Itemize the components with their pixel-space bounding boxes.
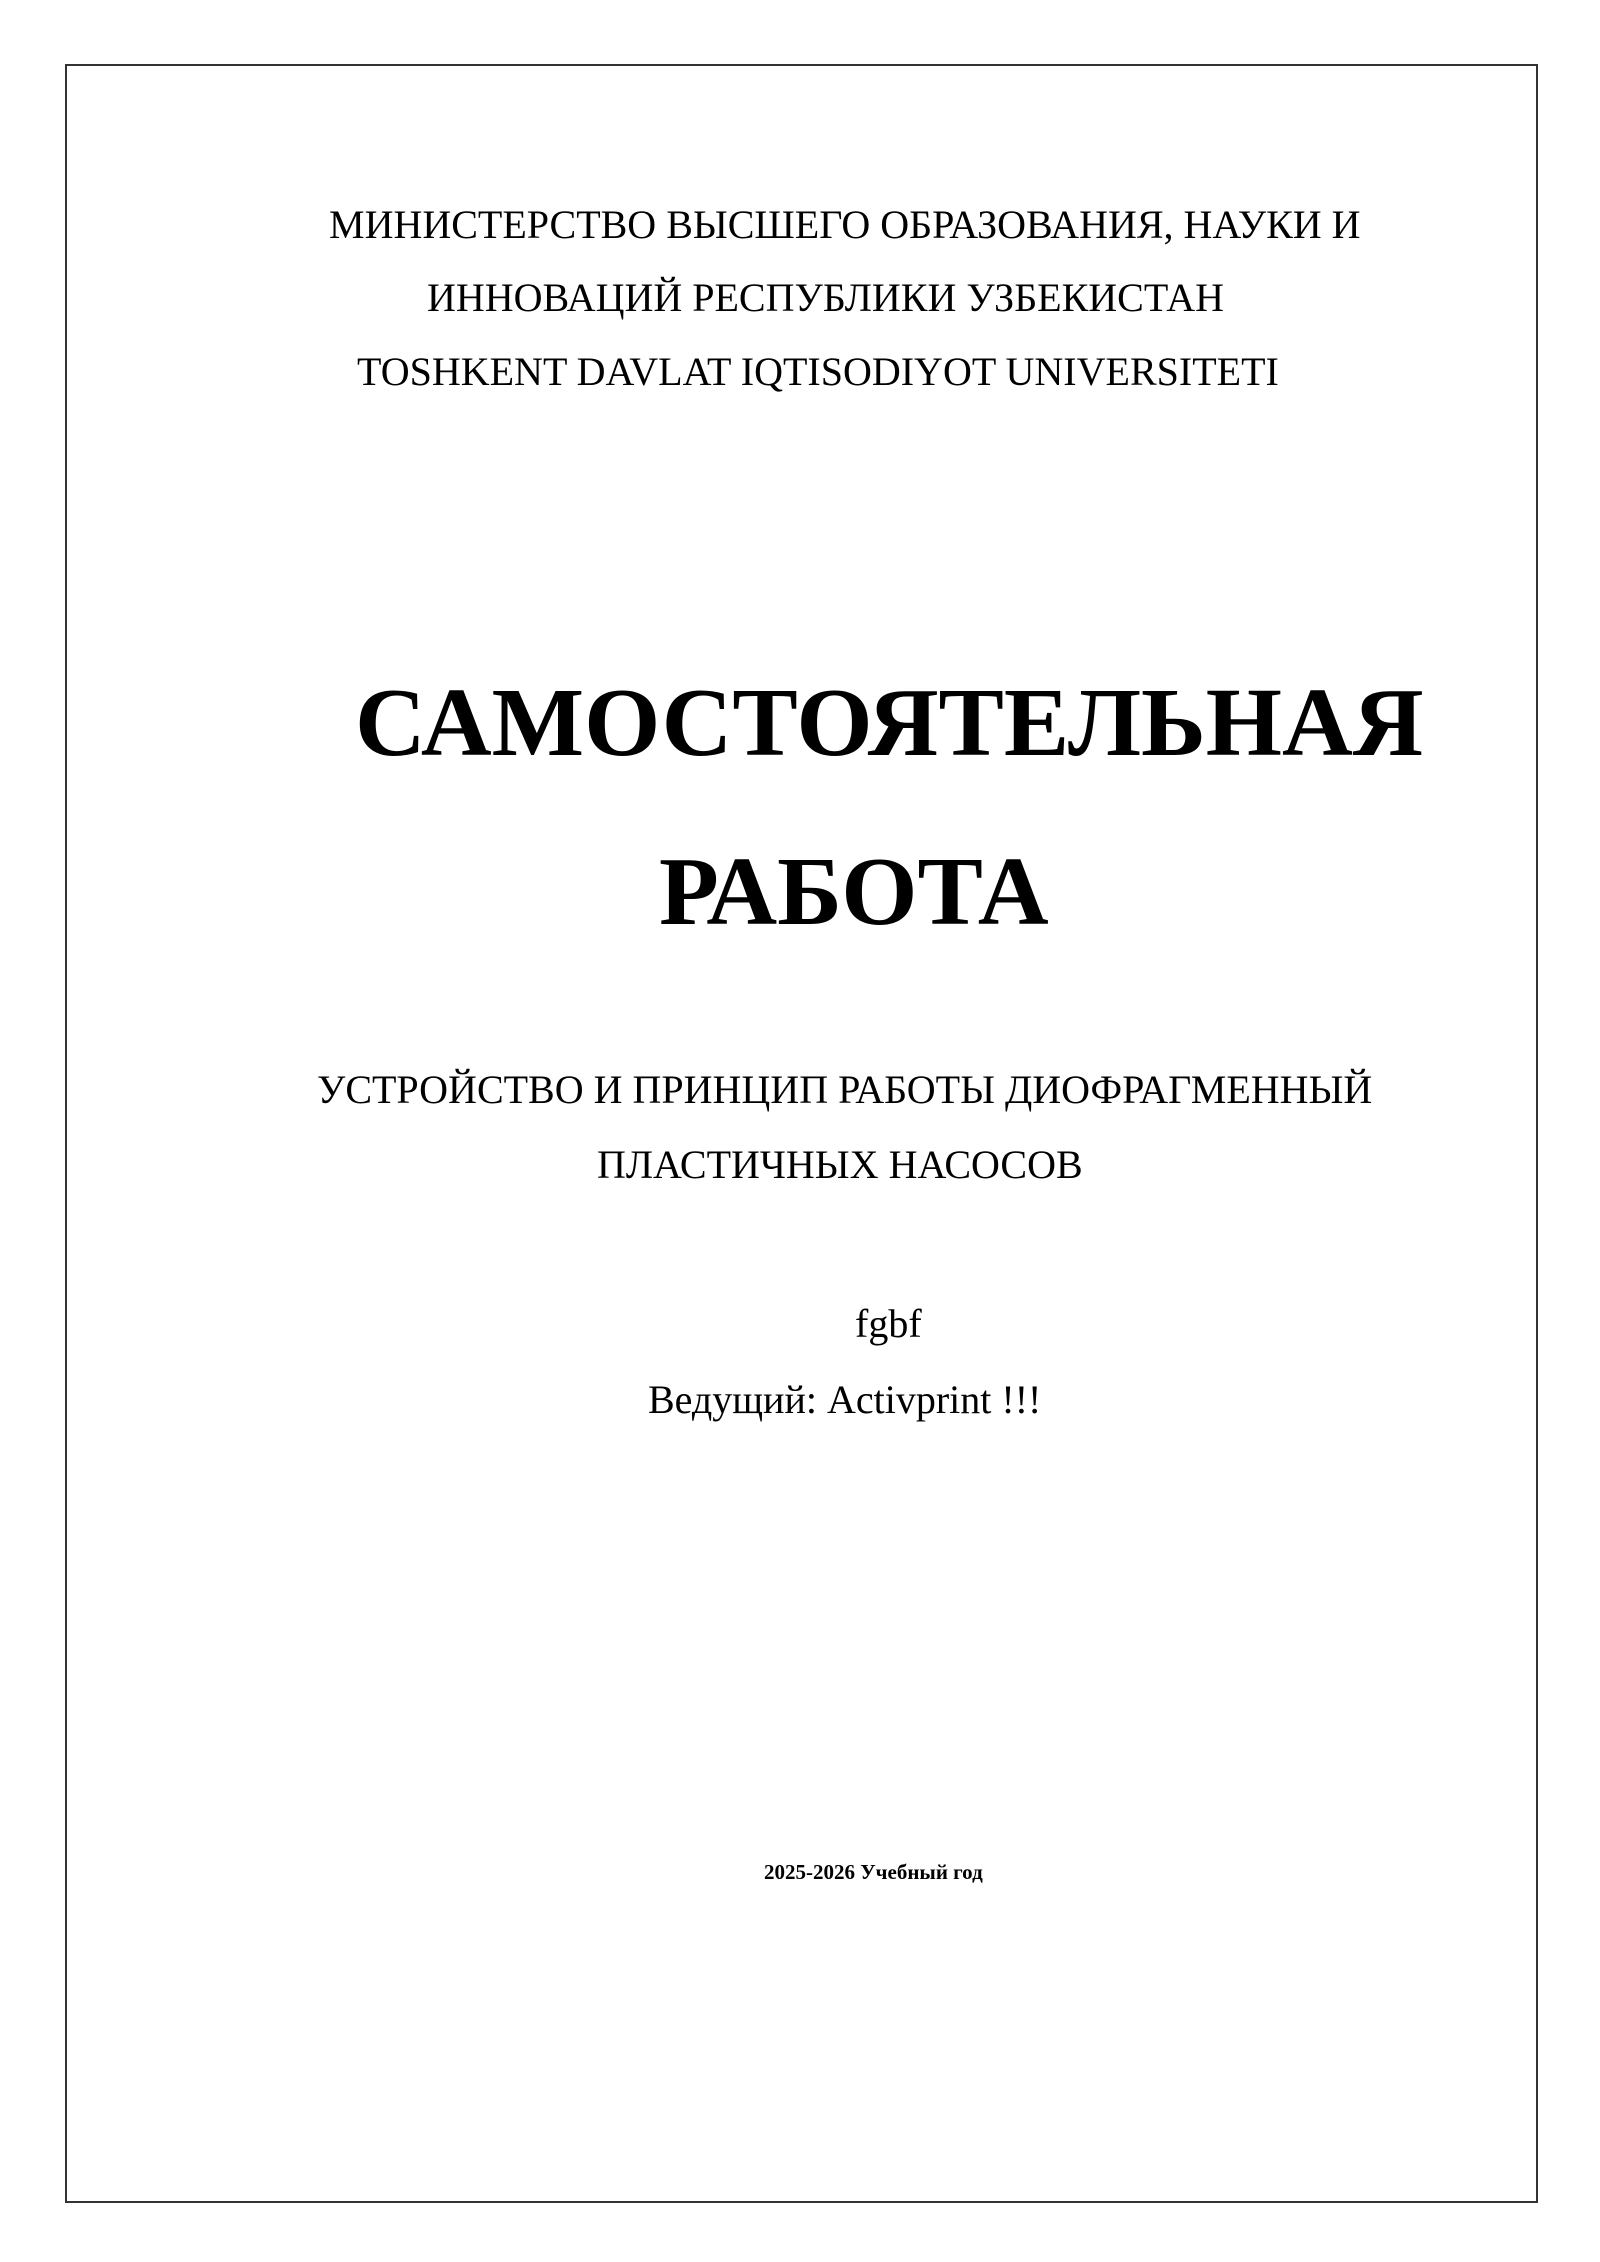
supervisor-line: Ведущий: Activprint !!! [648,1377,1042,1422]
academic-year: 2025-2026 Учебный год [764,1860,983,1884]
university-name: TOSHKENT DAVLAT IQTISODIYOT UNIVERSITETI [357,349,1279,394]
document-title-line-2: РАБОТА [659,838,1049,946]
topic-line-2: ПЛАСТИЧНЫХ НАСОСОВ [597,1142,1083,1187]
ministry-line-1: МИНИСТЕРСТВО ВЫСШЕГО ОБРАЗОВАНИЯ, НАУКИ И [329,202,1361,247]
document-title-line-1: САМОСТОЯТЕЛЬНАЯ [355,669,1424,777]
topic-line-1: УСТРОЙСТВО И ПРИНЦИП РАБОТЫ ДИОФРАГМЕННЫЙ [317,1067,1373,1112]
ministry-line-2: ИННОВАЦИЙ РЕСПУБЛИКИ УЗБЕКИСТАН [427,275,1225,320]
author-name: fgbf [855,1301,922,1346]
